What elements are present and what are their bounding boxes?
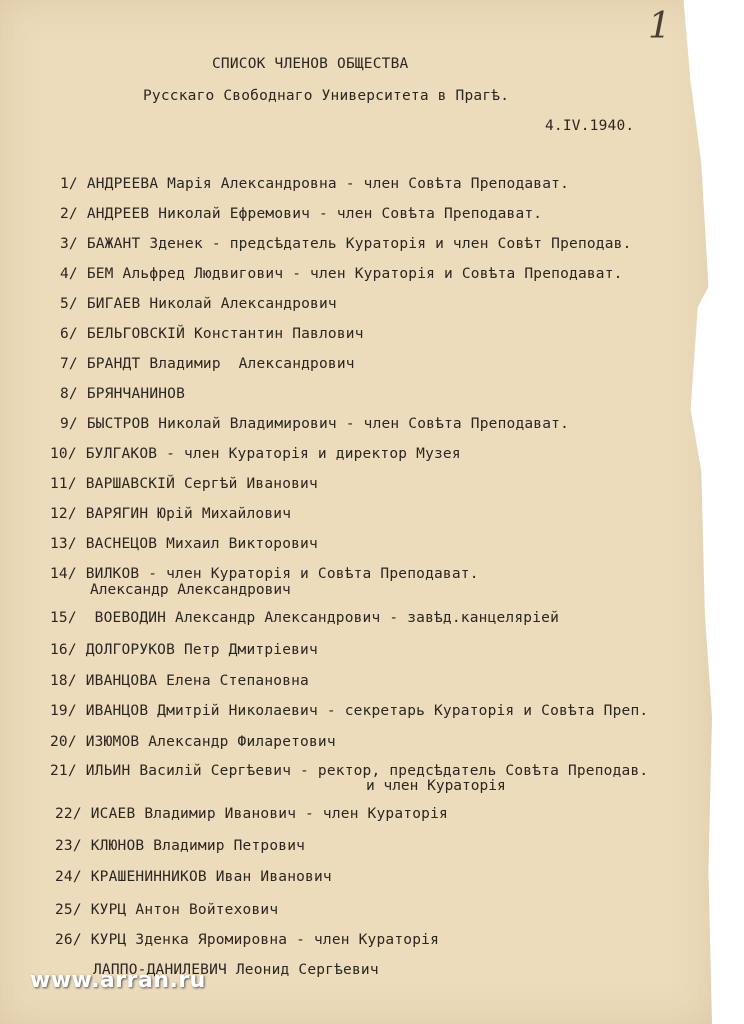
list-item: 22/ ИСАЕВ Владимир Иванович - член Кураторія bbox=[55, 806, 448, 822]
list-item: 7/ БРАНДТ Владимир Александрович bbox=[60, 356, 355, 372]
list-item: 20/ ИЗЮМОВ Александр Филаретович bbox=[50, 734, 336, 750]
list-item: 6/ БЕЛЬГОВСКІЙ Константин Павлович bbox=[60, 326, 364, 342]
list-item: 21/ ИЛЬИН Василій Сергѣевич - ректор, предсѣдатель Совѣта Преподав. bbox=[50, 763, 649, 779]
list-item: 8/ БРЯНЧАНИНОВ bbox=[60, 386, 186, 402]
document-subtitle: Русскаго Свободнаго Университета в Прагѣ. bbox=[143, 88, 510, 104]
list-item: 25/ КУРЦ Антон Войтехович bbox=[55, 902, 279, 918]
list-item: 12/ ВАРЯГИН Юрій Михайлович bbox=[50, 506, 292, 522]
list-item: 10/ БУЛГАКОВ - член Кураторія и директор Музея bbox=[50, 446, 461, 462]
list-item: ЛАППО-ДАНИЛЕВИЧ Леонид Сергѣевич bbox=[93, 962, 379, 978]
list-item: 18/ ИВАНЦОВА Елена Степановна bbox=[50, 673, 309, 689]
list-item: 1/ АНДРЕЕВА Марія Александровна - член Совѣта Преподават. bbox=[60, 176, 570, 192]
page-number: 1 bbox=[648, 6, 671, 47]
list-item-continuation: Александр Александрович bbox=[90, 582, 291, 598]
list-item: 23/ КЛЮНОВ Владимир Петрович bbox=[55, 838, 306, 854]
list-item: 3/ БАЖАНТ Зденек - предсѣдатель Кураторія и член Совѣт Преподав. bbox=[60, 236, 632, 252]
list-item: 19/ ИВАНЦОВ Дмитрій Николаевич - секретарь Кураторія и Совѣта Преп. bbox=[50, 703, 649, 719]
list-item: 26/ КУРЦ Зденка Яромировна - член Кураторія bbox=[55, 932, 439, 948]
list-item: 13/ ВАСНЕЦОВ Михаил Викторович bbox=[50, 536, 318, 552]
list-item: 5/ БИГАЕВ Николай Александрович bbox=[60, 296, 337, 312]
list-item: 11/ ВАРШАВСКІЙ Сергѣй Иванович bbox=[50, 476, 318, 492]
list-item: 9/ БЫСТРОВ Николай Владимирович - член Совѣта Преподават. bbox=[60, 416, 570, 432]
list-item: 15/ ВОЕВОДИН Александр Александрович - завѣд.канцеляріей bbox=[50, 610, 560, 626]
document-date: 4.IV.1940. bbox=[545, 118, 635, 134]
list-item: 16/ ДОЛГОРУКОВ Петр Дмитріевич bbox=[50, 642, 318, 658]
watermark: www.arran.ru bbox=[30, 968, 206, 993]
list-item: 14/ ВИЛКОВ - член Кураторія и Совѣта Преподават. bbox=[50, 566, 479, 582]
list-item: 2/ АНДРЕЕВ Николай Ефремович - член Совѣта Преподават. bbox=[60, 206, 543, 222]
list-item-continuation: и член Кураторія bbox=[366, 778, 506, 794]
list-item: 24/ КРАШЕНИННИКОВ Иван Иванович bbox=[55, 869, 332, 885]
list-item: 4/ БЕМ Альфред Людвигович - член Кураторія и Совѣта Преподават. bbox=[60, 266, 623, 282]
document-title: СПИСОК ЧЛЕНОВ ОБЩЕСТВА bbox=[212, 56, 409, 72]
